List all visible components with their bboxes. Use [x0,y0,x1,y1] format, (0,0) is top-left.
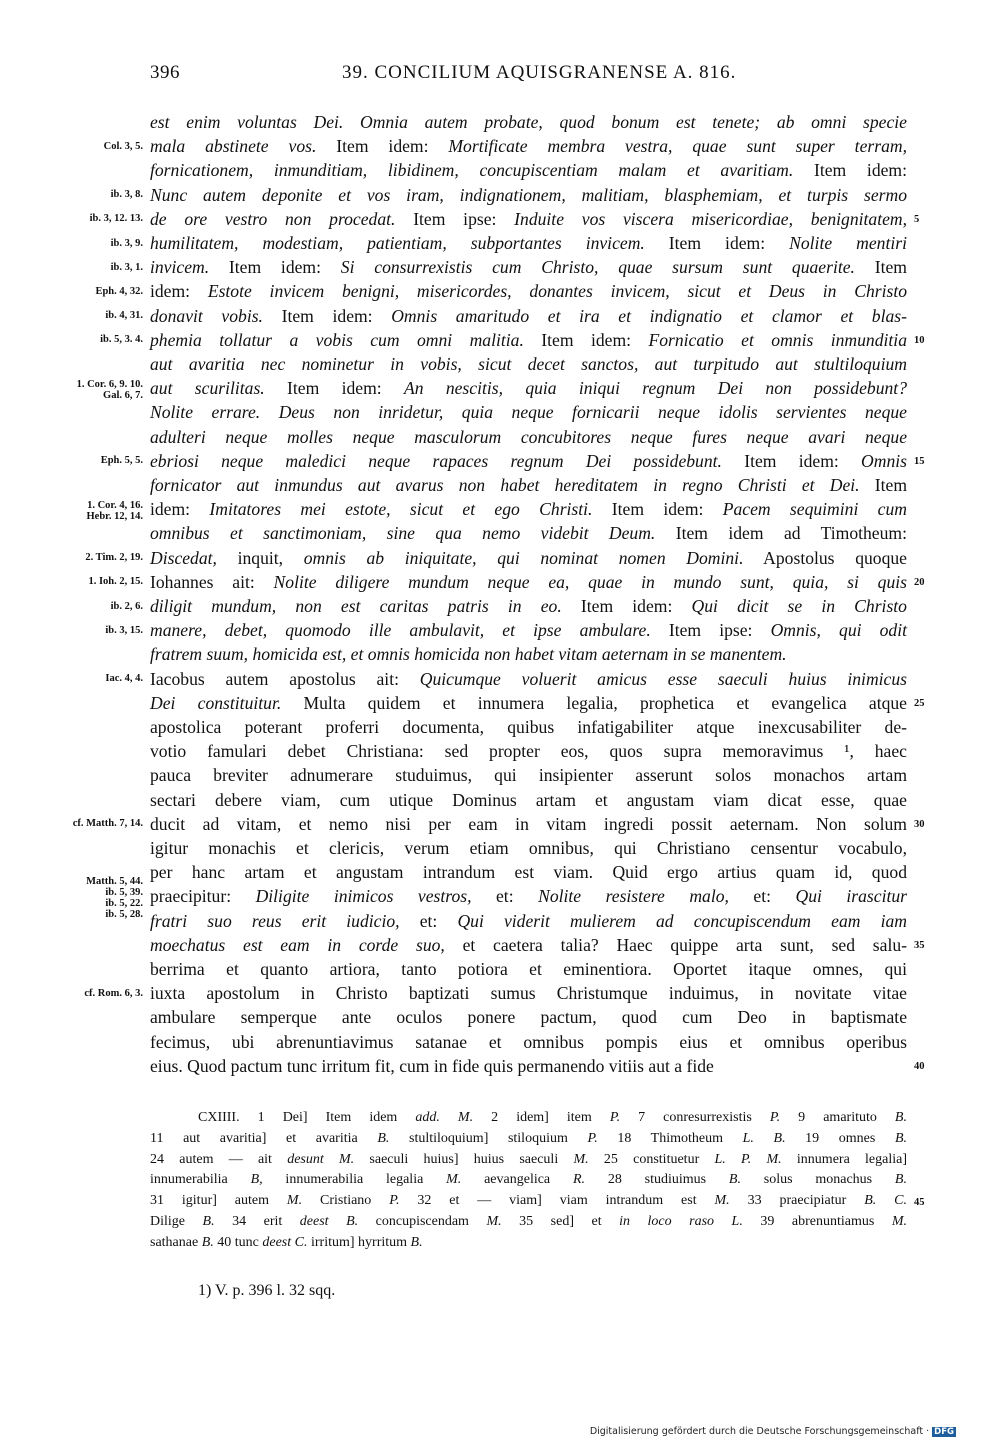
roman-segment: Item idem: [316,136,449,157]
roman-segment: igitur monachis et clericis, verum etiam omnibus, qui Christiano censentur vocabulo, [150,838,907,858]
italic-segment: M. [446,1172,462,1188]
italic-segment: Qui dicit se in Christo [691,596,907,616]
scripture-reference: cf. Matth. 7, 14. [72,818,143,830]
italic-segment: aut avaritia nec nominetur in vobis, sicut decet sanctos, aut turpitudo aut stultiloquium [150,354,907,374]
roman-segment: CXIIII. 1 Dei] Item idem [198,1110,416,1125]
text-line [150,1030,907,1054]
scripture-reference: Iac. 4, 4. [105,673,143,685]
text-line [150,497,907,521]
text-line [150,618,907,642]
italic-segment: desunt M. [287,1151,355,1167]
italic-segment: Estote invicem benigni, misericordes, donantes invicem, sicut et Deus in Christo [207,281,908,302]
italic-segment: Discedat, [150,547,217,568]
roman-segment: Dilige [150,1214,203,1229]
italic-segment: Nunc autem deponite et vos iram, indignationem, malitiam, blasphemiam, et turpis sermo [150,184,907,205]
italic-segment: M. [573,1151,589,1167]
roman-segment: per hanc artam et angustam intrandum est viam. Quid ergo artius quam id, quod [150,862,907,883]
scripture-reference: ib. 3, 1. [110,261,143,273]
roman-segment: innumerabilia [150,1172,251,1188]
italic-segment: An nescitis, quia iniqui regnum Dei non possidebunt? [403,378,907,399]
text-line [150,691,907,715]
roman-segment: Item idem: [561,596,692,616]
italic-segment: B. [894,1110,907,1125]
italic-segment: Quicumque voluerit amicus esse saeculi huius inimicus [419,668,907,689]
apparatus-line [150,1129,907,1150]
scripture-reference: ib. 3, 12. 13. [89,213,143,225]
roman-segment: solus monachus [740,1172,895,1188]
italic-segment: B. C. [864,1193,908,1209]
italic-segment: L. B. [742,1130,786,1146]
roman-segment: 28 studiuimus [585,1172,729,1188]
roman-segment: Item [859,475,908,495]
italic-segment: B. [201,1234,214,1250]
text-line [150,207,907,231]
roman-segment: et: [399,910,458,931]
roman-segment: sectari debere viam, cum utique Dominus artam et angustam viam dicat esse, quae [150,789,907,810]
text-line [150,521,907,545]
scripture-reference: 1. Cor. 6, 9. 10. Gal. 6, 7. [76,379,143,402]
italic-segment: manere, debet, quomodo ille ambulavit, et ipse ambulare. [150,620,651,641]
italic-segment: Diligite inimicos vestros, [255,886,472,907]
line-number: 10 [914,334,925,346]
apparatus-line [150,1191,907,1212]
italic-segment: omnis ab iniquitate, qui nominat nomen Domini. [303,547,744,568]
italic-segment: add. M. [415,1110,474,1125]
text-line [150,400,907,424]
text-line [150,1005,907,1029]
italic-segment: moechatus est eam in corde suo, [150,934,445,955]
text-line [150,546,907,570]
scripture-reference: Col. 3, 5. [103,140,143,152]
text-line [150,642,907,666]
italic-segment: Nolite diligere mundum neque ea, quae in mundo sunt, quia, si quis [273,571,907,592]
text-line [150,763,907,787]
roman-segment: 7 conresurrexistis [620,1110,770,1125]
roman-segment: et caetera talia? Haec quippe arta sunt, sed salu- [444,934,907,955]
italic-segment: B. [377,1130,390,1146]
italic-segment: invicem. [150,257,210,278]
scripture-reference: ib. 5, 3. 4. [100,334,143,346]
text-line [150,981,907,1005]
line-number: 15 [914,455,925,467]
italic-segment: B. [410,1234,423,1250]
italic-segment: Nolite mentiri [789,233,907,253]
text-line [150,328,907,352]
text-line [150,376,907,400]
text-line [150,884,907,908]
scripture-reference: ib. 2, 6. [110,600,143,612]
italic-segment: B. [728,1172,741,1188]
text-line [150,836,907,860]
roman-segment: 32 et — viam] viam intrandum est [399,1193,715,1209]
text-line [150,715,907,739]
italic-segment: P. [769,1110,781,1125]
italic-segment: humilitatem, modestiam, patientiam, subportantes invicem. [150,233,645,253]
text-line [150,933,907,957]
text-line [150,352,907,376]
roman-segment: 35 sed] et [501,1214,620,1229]
roman-segment: praecipitur: [150,886,256,907]
italic-segment: phemia tollatur a vobis cum omni malitia. [150,329,524,350]
italic-segment: diligit mundum, non est caritas patris in eo. [150,596,562,616]
italic-segment: aut scurilitas. [150,378,265,399]
italic-segment: Induite vos viscera misericordiae, benignitatem, [514,208,907,229]
scripture-reference: ib. 3, 15. [105,624,143,636]
text-line [150,594,907,618]
roman-segment: Iacobus autem apostolus ait: [150,668,420,689]
scripture-reference: ib. 3, 9. [110,237,143,249]
roman-segment: 25 constituetur [588,1151,715,1167]
italic-segment: Mortificate membra vestra, quae sunt super terram, [448,136,907,157]
scripture-reference: ib. 3, 8. [110,189,143,201]
italic-segment: Qui irascitur [795,886,907,907]
italic-segment: in loco raso L. [619,1214,743,1229]
roman-segment: innumerabilia legalia [262,1172,447,1188]
roman-segment: eius. Quod pactum tunc irritum fit, cum in fide quis permanendo vitiis aut a fide [150,1055,714,1076]
roman-segment: berrima et quanto artiora, tanto potiora et eminentiora. Oportet itaque omnes, qui [150,959,907,979]
dfg-logo: DFG [934,1426,954,1437]
digitization-credit [590,1426,956,1437]
italic-segment: Qui viderit mulierem ad concupiscendum eam iam [457,910,907,931]
italic-segment: donavit vobis. [150,305,263,326]
italic-segment: M. [286,1193,303,1209]
roman-segment: 19 omnes [785,1130,895,1146]
line-number: 35 [914,939,925,951]
text-line [150,957,907,981]
text-line [150,304,907,328]
roman-segment: idem: [150,281,208,302]
scripture-reference: Eph. 5, 5. [100,455,143,467]
italic-segment: Nolite resistere malo, [538,886,729,907]
roman-segment: Item idem ad Timotheum: [655,523,907,544]
roman-segment: apostolica poterant proferri documenta, quibus infatigabiliter atque inexcusabiliter de- [150,717,907,737]
roman-segment: 9 amarituto [780,1110,895,1125]
italic-segment: P. [609,1110,621,1125]
scripture-reference: ib. 4, 31. [105,310,143,322]
roman-segment: Item idem: [721,450,862,471]
italic-segment: L. P. M. [714,1151,782,1167]
roman-segment: 11 aut avaritia] et avaritia [150,1130,378,1146]
italic-segment: P. [587,1130,598,1146]
text-line [150,1054,907,1078]
roman-segment: ambulare semperque ante oculos ponere pactum, quod cum Deo in baptismate [150,1007,907,1028]
text-line [150,134,907,158]
roman-segment: ducit ad vitam, et nemo nisi per eam in vitam ingredi possit aeternam. Non solum [150,813,907,834]
roman-segment: innumera legalia] [781,1151,908,1167]
text-line [150,788,907,812]
roman-segment: stultiloquium] stiloquium [389,1130,588,1146]
apparatus-line [150,1150,907,1171]
italic-segment: Omnis amaritudo et ira et indignatio et clamor et blas- [391,305,907,326]
roman-segment: 18 Thimotheum [597,1130,743,1146]
roman-segment: Iohannes ait: [150,571,274,592]
line-number: 40 [914,1060,925,1072]
italic-segment: M. [714,1193,730,1209]
text-line [150,158,907,182]
italic-segment: deest C. [262,1234,308,1250]
apparatus-line [198,1108,907,1129]
text-line [150,812,907,836]
italic-segment: R. [572,1172,586,1188]
line-number: 45 [914,1197,925,1209]
credit-text: Digitalisierung gefördert durch die Deutsche Forschungsgemeinschaft · [589,1426,930,1437]
text-line [150,739,907,763]
line-number: 5 [914,213,920,225]
italic-segment: fornicationem, inmunditiam, libidinem, concupiscentiam malam et avaritiam. [150,160,794,181]
roman-segment: Item idem: [523,329,649,350]
roman-segment: Apostolus quoque [743,547,907,568]
roman-segment: 34 erit [214,1214,300,1229]
roman-segment: iuxta apostolum in Christo baptizati sumus Christumque induimus, in novitate vitae [150,983,907,1004]
running-title: 39. CONCILIUM AQUISGRANENSE A. 816. [342,62,737,83]
roman-segment: 24 autem — ait [150,1151,288,1167]
apparatus-line [150,1170,907,1191]
text-line [150,860,907,884]
text-line [150,909,907,933]
roman-segment: Cristiano [302,1193,390,1209]
roman-segment: Item idem: [209,257,341,278]
roman-segment: Item idem: [262,305,392,326]
scripture-reference: 1. Cor. 4, 16. Hebr. 12, 14. [86,500,143,523]
roman-segment: saeculi huius] huius saeculi [354,1151,574,1167]
italic-segment: B. [894,1130,908,1146]
roman-segment: Item idem: [592,499,723,520]
text-line [150,473,907,497]
italic-segment: Omnis [861,450,907,471]
scripture-reference: cf. Rom. 6, 3. [84,987,143,999]
italic-segment: deest B. [299,1214,359,1229]
italic-segment: est enim voluntas Dei. Omnia autem probate, quod bonum est tenete; ab omni specie [150,112,907,132]
roman-segment: 39 abrenuntiamus [742,1214,892,1229]
scripture-reference: 1. Ioh. 2, 15. [88,576,143,588]
scripture-reference: 2. Tim. 2, 19. [85,552,143,564]
roman-segment: Item idem: [793,160,907,181]
line-number: 25 [914,697,925,709]
italic-segment: P. [389,1193,400,1209]
roman-segment: Item ipse: [395,208,515,229]
roman-segment: irritum] hyrritum [307,1234,411,1250]
italic-segment: B, [250,1172,263,1188]
italic-segment: mala abstinete vos. [150,136,317,157]
roman-segment: aevangelica [461,1172,573,1188]
italic-segment: fratri suo reus erit iudicio, [150,910,400,931]
roman-segment: Item idem: [264,378,404,399]
text-line [150,570,907,594]
italic-segment: omnibus et sanctimoniam, sine qua nemo videbit Deum. [150,523,656,544]
roman-segment: et: [471,886,539,907]
roman-segment: sathanae [150,1234,202,1250]
italic-segment: B. [894,1172,907,1188]
roman-segment: et: [728,886,796,907]
line-number: 20 [914,576,925,588]
footnote: 1) V. p. 396 l. 32 sqq. [198,1282,336,1299]
scripture-reference: Matth. 5, 44. ib. 5, 39. ib. 5, 22. ib. 5, 28. [86,876,143,921]
text-line [150,255,907,279]
roman-segment: fecimus, ubi abrenuntiavimus satanae et omnibus pompis eius et omnibus operibus [150,1031,907,1052]
italic-segment: Nolite errare. Deus non inridetur, quia neque fornicarii neque idolis servientes neque [150,402,907,423]
text-line [150,425,907,449]
italic-segment: M. [486,1214,502,1229]
roman-segment: 40 tunc [213,1234,263,1250]
roman-segment: Item idem: [644,233,790,253]
italic-segment: adulteri neque molles neque masculorum concubitores neque fures neque avari neque [150,426,907,447]
roman-segment: 2 idem] item [473,1110,610,1125]
italic-segment: fratrem suum, homicida est, et omnis homicida non habet vitam aeternam in se manentem. [150,644,787,665]
roman-segment: inquit, [216,547,304,568]
roman-segment: pauca breviter adnumerare studuimus, qui insipienter asserunt solos monachos artam [150,765,907,786]
italic-segment: Pacem sequimini cum [722,499,907,520]
apparatus-line [150,1233,907,1254]
italic-segment: de ore vestro non procedat. [150,208,396,229]
scripture-reference: Eph. 4, 32. [95,285,143,297]
roman-segment: Item ipse: [650,620,771,641]
roman-segment: 33 praecipiatur [729,1193,865,1209]
text-line [150,183,907,207]
text-line [150,449,907,473]
roman-segment: idem: [150,499,210,520]
text-line [150,279,907,303]
line-number: 30 [914,818,925,830]
roman-segment: concupiscendam [358,1214,487,1229]
roman-segment: 31 igitur] autem [150,1193,287,1209]
italic-segment: Omnis, qui odit [770,620,907,641]
text-line [150,110,907,134]
page-number: 396 [150,62,180,83]
italic-segment: fornicator aut inmundus aut avarus non habet hereditatem in regno Christi et Dei. [150,475,860,495]
italic-segment: Fornicatio et omnis inmunditia [648,329,907,350]
italic-segment: B. [202,1214,215,1229]
apparatus-line [150,1212,907,1233]
roman-segment: votio famulari debet Christiana: sed propter eos, quos supra memoravimus ¹, haec [150,741,907,762]
text-line [150,667,907,691]
roman-segment: Multa quidem et innumera legalia, prophetica et evangelica atque [281,692,907,713]
italic-segment: Si consurrexistis cum Christo, quae sursum sunt quaerite. [340,257,855,278]
italic-segment: ebriosi neque maledici neque rapaces regnum Dei possidebunt. [150,450,722,471]
italic-segment: Imitatores mei estote, sicut et ego Christi. [209,499,593,520]
italic-segment: Dei constituitur. [150,692,282,713]
italic-segment: M. [891,1214,907,1229]
roman-segment: Item [854,257,907,278]
text-line [150,231,907,255]
